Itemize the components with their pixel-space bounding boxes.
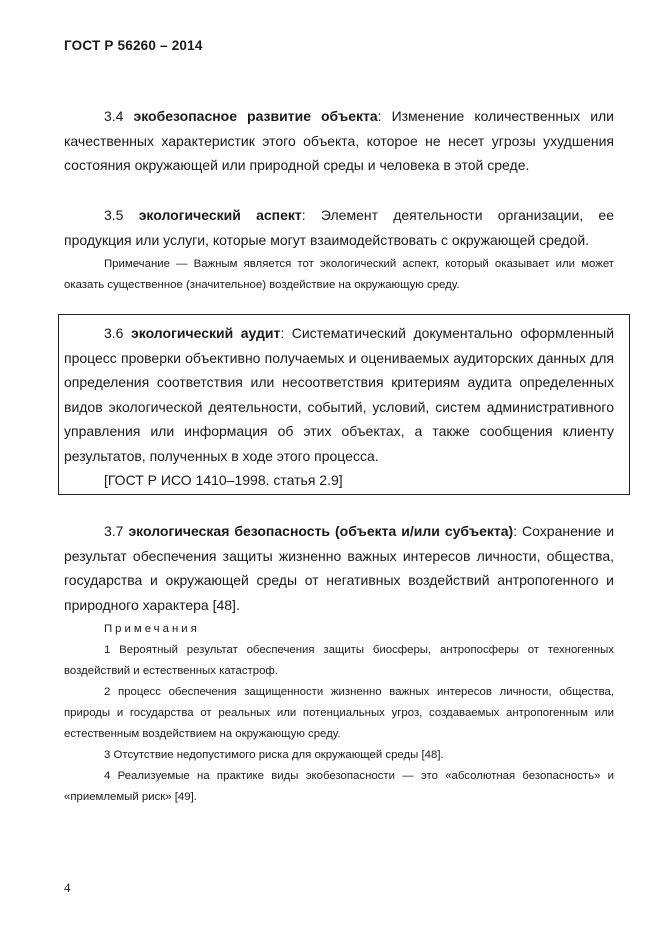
definition-paragraph — [64, 104, 614, 178]
term-definition: : Сохранение и результат обеспечения защиты жизненно важных интересов личности, общества, государства и окружающей среды от негативных воздействий антропогенного и природного характера [48]. — [64, 523, 615, 613]
definition-paragraph — [64, 203, 614, 252]
term-title: экологическая безопасность (объекта и/или субъекта) — [128, 523, 514, 539]
term-number: 3.5 — [104, 207, 124, 223]
note-item: 3 Отсутствие недопустимого риска для окружающей среды [48]. — [104, 749, 444, 761]
document-header: ГОСТ Р 56260 – 2014 — [64, 38, 203, 53]
term-number: 3.4 — [104, 108, 124, 124]
section-3-5 — [64, 203, 614, 296]
section-3-7 — [64, 519, 614, 808]
note-item: 2 процесс обеспечения защищенности жизненно важных интересов личности, общества, природы и государства от реальных или потенциальных угроз, создаваемых антропогенным или естественным воздействием на окружающую среду. — [64, 686, 614, 740]
section-3-4 — [64, 104, 614, 178]
term-definition: : Элемент деятельности организации, ее продукция или услуги, которые могут взаимодействовать с окружающей средой. — [64, 207, 614, 248]
term-definition: : Изменение количественных или качественных характеристик этого объекта, которое не несет угрозы ухудшения состояния окружающей или природной среды и человека в этой среде. — [64, 108, 615, 173]
source-citation: [ГОСТ Р ИСО 1410–1998. статья 2.9] — [104, 472, 343, 488]
term-title: экологический аспект — [138, 207, 302, 223]
term-title: экобезопасное развитие объекта — [133, 108, 378, 124]
framed-definition-box — [58, 314, 630, 495]
page-number: 4 — [64, 880, 71, 895]
note-item: 4 Реализуемые на практике виды экобезопасности — это «абсолютная безопасность» и «приемлемый риск» [49]. — [64, 770, 614, 803]
definition-paragraph — [64, 519, 614, 617]
definition-paragraph — [64, 321, 614, 468]
term-number: 3.6 — [104, 325, 124, 341]
term-number: 3.7 — [104, 523, 124, 539]
section-3-6 — [64, 321, 614, 493]
notes-heading: Примечания — [104, 623, 200, 635]
term-title: экологический аудит — [131, 325, 281, 341]
term-definition: : Систематический документально оформленный процесс проверки объективно получаемых и оцениваемых аудиторских данных для определения соответствия или несоответствия критериям аудита определенных видов экологической деятельности, событий, условий, систем административного управления или информация об этих объектах, а также сообщения клиенту результатов, полученных в ходе этого процесса. — [64, 325, 615, 464]
note: Примечание — Важным является тот экологический аспект, который оказывает или может оказать существенное (значительное) воздействие на окружающую среду. — [64, 258, 614, 291]
note-item: 1 Вероятный результат обеспечения защиты биосферы, антропосферы от техногенных воздействий и естественных катастроф. — [64, 644, 614, 677]
